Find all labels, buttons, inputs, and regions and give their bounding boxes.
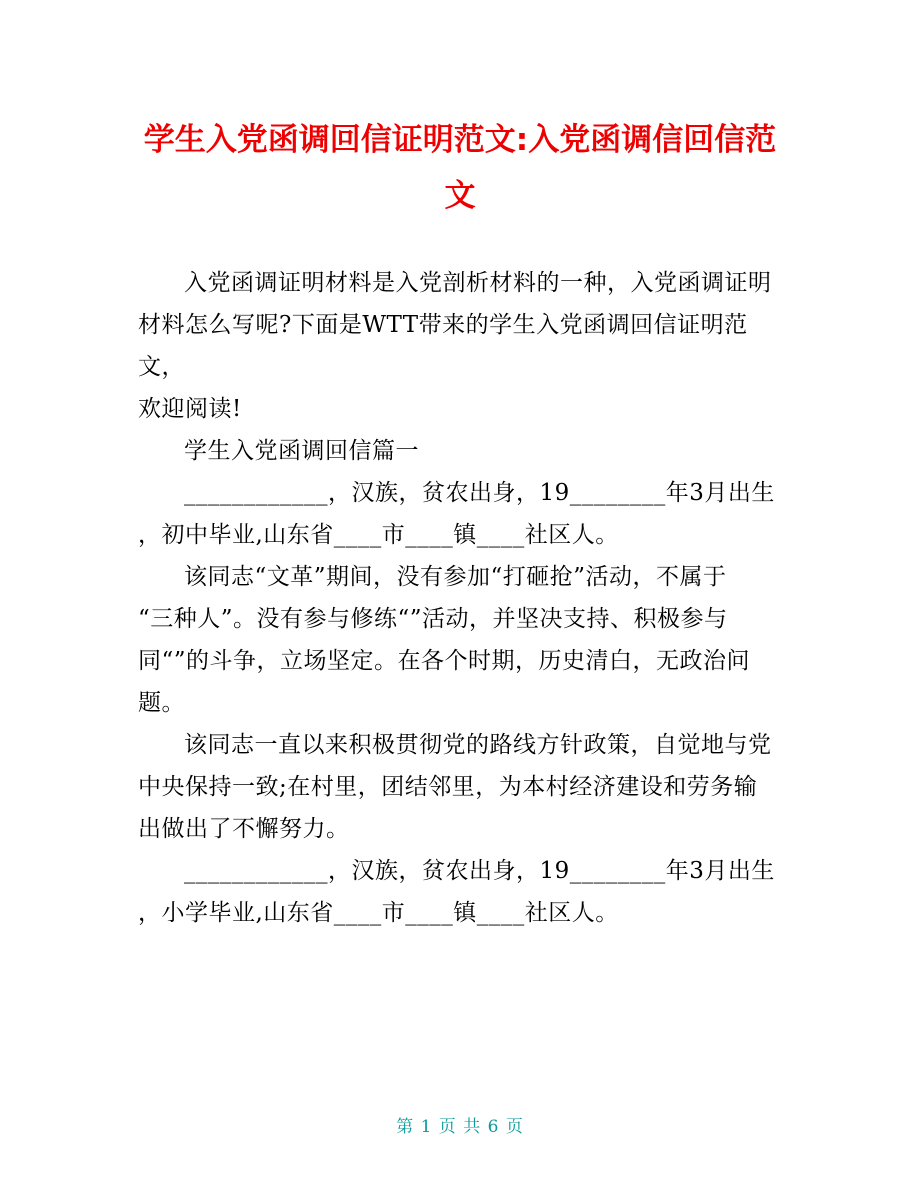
conduct-line-1: 该同志一直以来积极贯彻党的路线方针政策，自觉地与党 — [184, 732, 772, 758]
section-heading — [138, 430, 783, 472]
identity-1-line-1: ____________，汉族，贫农出身，19________年3月出生 — [184, 480, 775, 506]
history-paragraph — [138, 556, 783, 724]
intro-line-1: 入党函调证明材料是入党剖析材料的一种，入党函调证明 — [184, 270, 772, 296]
history-line-1: 该同志“文革”期间，没有参加“打砸抢”活动，不属于 — [184, 564, 727, 590]
section-heading-text: 学生入党函调回信篇一 — [184, 438, 419, 464]
identity-1-line-2: ，初中毕业,山东省____市____镇____社区人。 — [138, 522, 619, 548]
conduct-paragraph — [138, 724, 783, 850]
title-line-2: 文 — [444, 178, 476, 214]
intro-line-2: 材料怎么写呢?下面是WTT带来的学生入党函调回信证明范文， — [138, 312, 748, 380]
conduct-line-3: 出做出了不懈努力。 — [138, 816, 350, 842]
identity-2-line-1: ____________，汉族，贫农出身，19________年3月出生 — [184, 858, 775, 884]
intro-line-3: 欢迎阅读! — [138, 396, 242, 422]
document-body — [138, 262, 783, 934]
document-title — [130, 112, 790, 224]
conduct-line-2: 中央保持一致;在村里，团结邻里，为本村经济建设和劳务输 — [138, 774, 758, 800]
intro-paragraph — [138, 262, 783, 430]
identity-paragraph-1 — [138, 472, 783, 556]
identity-paragraph-2 — [138, 850, 783, 934]
page-number-footer: 第 1 页 共 6 页 — [396, 1117, 524, 1137]
title-line-1: 学生入党函调回信证明范文:入党函调信回信范 — [143, 122, 777, 158]
history-line-3: 同“”的斗争，立场坚定。在各个时期，历史清白，无政治问 — [138, 648, 751, 674]
history-line-4: 题。 — [138, 690, 185, 716]
identity-2-line-2: ，小学毕业,山东省____市____镇____社区人。 — [138, 900, 619, 926]
history-line-2: “三种人”。没有参与修练“”活动，并坚决支持、积极参与 — [138, 606, 728, 632]
